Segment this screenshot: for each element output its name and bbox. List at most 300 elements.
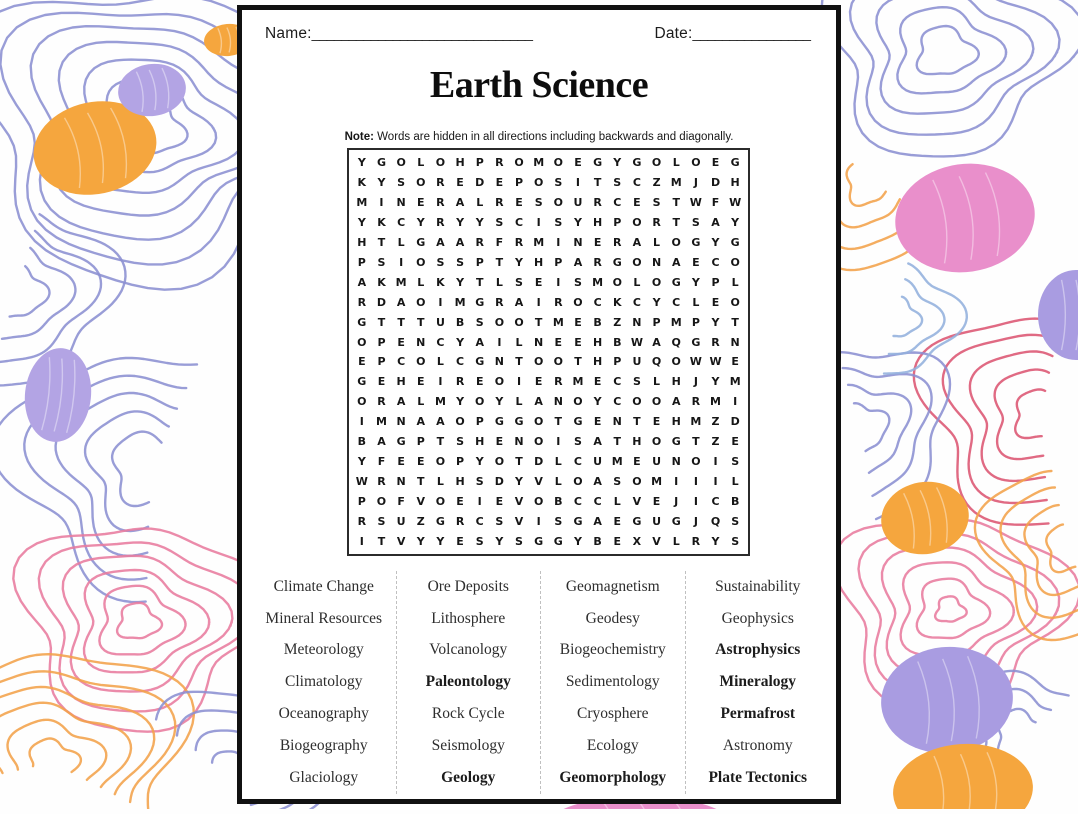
grid-letter: M xyxy=(533,156,545,170)
grid-letter: O xyxy=(533,355,544,369)
grid-letter: O xyxy=(416,255,426,269)
grid-letter: Q xyxy=(671,335,681,349)
grid-letter: O xyxy=(533,435,544,449)
grid-letter: S xyxy=(554,514,563,528)
grid-letter: S xyxy=(731,534,740,548)
grid-letter: Y xyxy=(357,216,366,230)
grid-letter: Y xyxy=(495,395,504,409)
grid-letter: H xyxy=(396,375,406,389)
grid-letter: I xyxy=(713,454,718,468)
grid-letter: S xyxy=(495,514,504,528)
word-item: Astronomy xyxy=(722,736,793,754)
grid-letter: Y xyxy=(711,236,720,250)
grid-letter: L xyxy=(417,395,425,409)
grid-letter: S xyxy=(495,216,504,230)
grid-letter: R xyxy=(691,534,701,548)
grid-letter: T xyxy=(534,315,543,329)
grid-letter: K xyxy=(613,295,622,309)
grid-letter: G xyxy=(435,514,445,528)
grid-letter: T xyxy=(613,435,622,449)
grid-letter: Q xyxy=(710,514,721,528)
grid-letter: A xyxy=(711,216,720,230)
grid-letter: L xyxy=(417,275,425,289)
grid-letter: O xyxy=(533,494,544,508)
grid-letter: P xyxy=(456,454,465,468)
grid-letter: L xyxy=(731,275,739,289)
grid-letter: A xyxy=(534,395,543,409)
grid-letter: Z xyxy=(652,176,661,190)
word-column xyxy=(686,571,831,794)
grid-letter: S xyxy=(574,275,582,289)
grid-letter: Y xyxy=(475,216,484,230)
grid-letter: Y xyxy=(436,534,445,548)
grid-letter: C xyxy=(514,216,524,230)
grid-letter: C xyxy=(672,295,681,309)
grid-letter: O xyxy=(671,236,681,250)
grid-letter: H xyxy=(632,435,642,449)
grid-letter: C xyxy=(711,255,720,269)
grid-letter: V xyxy=(514,514,524,528)
grid-letter: Y xyxy=(711,534,720,548)
grid-letter: H xyxy=(730,176,740,190)
word-item: Cryosphere xyxy=(577,705,649,723)
grid-letter: Y xyxy=(456,395,465,409)
grid-letter: O xyxy=(494,454,505,468)
grid-letter: D xyxy=(494,474,504,488)
grid-letter: E xyxy=(633,196,641,210)
grid-letter: S xyxy=(397,176,406,190)
word-item: Paleontology xyxy=(425,673,511,691)
grid-letter: I xyxy=(733,395,738,409)
word-item: Mineralogy xyxy=(719,673,797,691)
grid-letter: L xyxy=(436,355,444,369)
grid-letter: L xyxy=(731,474,739,488)
grid-letter: S xyxy=(731,514,740,528)
grid-letter: W xyxy=(689,355,702,369)
grid-letter: Y xyxy=(495,534,504,548)
grid-letter: C xyxy=(573,454,582,468)
grid-letter: S xyxy=(613,176,622,190)
grid-letter: N xyxy=(632,315,642,329)
grid-letter: Y xyxy=(475,454,484,468)
instruction-note xyxy=(242,131,836,143)
grid-letter: S xyxy=(691,216,700,230)
grid-letter: A xyxy=(593,474,602,488)
grid-letter: C xyxy=(593,494,602,508)
grid-letter: Y xyxy=(456,335,465,349)
grid-letter: O xyxy=(475,395,485,409)
grid-letter: C xyxy=(613,196,622,210)
grid-letter: E xyxy=(593,415,602,429)
grid-letter: S xyxy=(652,196,661,210)
word-item: Climate Change xyxy=(273,577,374,595)
grid-letter: A xyxy=(396,395,406,409)
grid-letter: I xyxy=(477,494,482,508)
puzzle-grid xyxy=(347,148,750,556)
grid-letter: L xyxy=(476,196,484,210)
grid-letter: M xyxy=(611,454,623,468)
grid-letter: U xyxy=(593,454,603,468)
grid-letter: U xyxy=(435,315,445,329)
grid-letter: K xyxy=(377,275,386,289)
grid-letter: S xyxy=(574,435,582,449)
grid-letter: P xyxy=(475,415,484,429)
grid-letter: C xyxy=(593,295,602,309)
grid-letter: C xyxy=(397,216,406,230)
grid-letter: O xyxy=(494,315,505,329)
date-blank-line: ________________ xyxy=(692,25,810,42)
grid-letter: W xyxy=(630,335,643,349)
grid-letter: A xyxy=(671,395,681,409)
grid-letter: F xyxy=(377,454,386,468)
grid-letter: F xyxy=(711,196,720,210)
grid-letter: Y xyxy=(456,275,465,289)
grid-letter: T xyxy=(377,534,386,548)
grid-letter: C xyxy=(711,494,720,508)
grid-letter: D xyxy=(534,454,544,468)
grid-letter: O xyxy=(691,454,701,468)
grid-letter: R xyxy=(652,216,661,230)
grid-letter: Y xyxy=(515,255,523,269)
grid-letter: G xyxy=(357,375,367,389)
grid-letter: M xyxy=(690,415,702,429)
grid-letter: I xyxy=(399,255,404,269)
grid-letter: I xyxy=(556,435,561,449)
grid-letter: I xyxy=(556,275,561,289)
grid-letter: C xyxy=(475,514,484,528)
grid-letter: T xyxy=(672,196,680,210)
word-item: Geomagnetism xyxy=(565,577,660,595)
word-item: Geophysics xyxy=(721,609,794,627)
grid-letter: E xyxy=(613,514,622,528)
grid-letter: S xyxy=(554,176,563,190)
note-text: Words are hidden in all directions including backwards and diagonally. xyxy=(373,131,734,143)
grid-letter: O xyxy=(573,474,583,488)
grid-letter: E xyxy=(613,534,622,548)
grid-letter: O xyxy=(533,415,544,429)
grid-letter: A xyxy=(455,196,465,210)
grid-letter: Y xyxy=(593,395,602,409)
grid-letter: A xyxy=(396,295,406,309)
grid-letter: B xyxy=(613,335,622,349)
grid-letter: G xyxy=(475,295,485,309)
grid-letter: C xyxy=(613,395,622,409)
grid-letter: P xyxy=(377,335,386,349)
grid-letter: E xyxy=(633,454,641,468)
grid-letter: I xyxy=(438,375,443,389)
grid-letter: H xyxy=(534,255,544,269)
grid-letter: Y xyxy=(456,216,465,230)
word-list xyxy=(252,571,830,794)
grid-letter: S xyxy=(515,534,523,548)
grid-letter: E xyxy=(417,375,425,389)
grid-letter: E xyxy=(475,375,484,389)
grid-letter: O xyxy=(435,454,446,468)
grid-letter: V xyxy=(416,494,426,508)
grid-letter: E xyxy=(417,454,425,468)
grid-letter: M xyxy=(670,176,682,190)
word-item: Astrophysics xyxy=(715,641,801,659)
grid-letter: G xyxy=(671,435,681,449)
grid-letter: E xyxy=(456,494,464,508)
grid-letter: L xyxy=(672,156,680,170)
grid-letter: G xyxy=(593,156,603,170)
grid-letter: R xyxy=(495,295,504,309)
grid-letter: L xyxy=(554,454,562,468)
grid-letter: T xyxy=(377,315,386,329)
grid-letter: Y xyxy=(652,295,661,309)
grid-letter: P xyxy=(613,216,622,230)
grid-letter: R xyxy=(711,335,720,349)
grid-letter: I xyxy=(536,216,541,230)
grid-letter: O xyxy=(553,196,563,210)
grid-letter: Y xyxy=(731,216,740,230)
grid-letter: I xyxy=(575,176,581,190)
grid-letter: E xyxy=(574,156,582,170)
grid-letter: T xyxy=(475,275,484,289)
grid-letter: F xyxy=(397,494,405,508)
grid-letter: C xyxy=(632,295,641,309)
grid-letter: T xyxy=(554,415,563,429)
grid-letter: E xyxy=(377,375,386,389)
grid-letter: M xyxy=(434,395,446,409)
grid-letter: S xyxy=(456,255,465,269)
name-blank-line: ______________________________ xyxy=(311,25,532,42)
grid-letter: N xyxy=(553,395,563,409)
date-field xyxy=(654,25,810,43)
grid-letter: C xyxy=(456,355,465,369)
word-item: Geomorphology xyxy=(559,768,667,786)
grid-letter: P xyxy=(691,315,700,329)
grid-letter: P xyxy=(357,494,366,508)
grid-letter: L xyxy=(633,275,641,289)
grid-letter: E xyxy=(574,335,582,349)
word-item: Plate Tectonics xyxy=(708,768,808,786)
grid-letter: R xyxy=(455,375,465,389)
grid-letter: A xyxy=(573,255,583,269)
grid-letter: G xyxy=(573,415,583,429)
grid-letter: E xyxy=(495,176,504,190)
grid-letter: P xyxy=(514,176,524,190)
grid-letter: P xyxy=(613,355,622,369)
grid-letter: O xyxy=(533,176,544,190)
grid-letter: E xyxy=(731,435,739,449)
grid-letter: M xyxy=(395,275,407,289)
grid-letter: O xyxy=(416,295,426,309)
grid-letter: E xyxy=(495,435,504,449)
grid-letter: L xyxy=(495,275,503,289)
grid-letter: H xyxy=(671,415,681,429)
grid-letter: V xyxy=(514,494,524,508)
grid-letter: M xyxy=(375,415,387,429)
word-item: Sedimentology xyxy=(565,673,660,691)
grid-letter: H xyxy=(671,375,681,389)
word-column xyxy=(397,571,542,794)
word-item: Lithosphere xyxy=(431,609,506,627)
grid-letter: T xyxy=(633,415,641,429)
grid-letter: H xyxy=(593,216,603,230)
grid-letter: O xyxy=(435,494,446,508)
grid-letter: G xyxy=(691,236,701,250)
grid-letter: R xyxy=(377,395,386,409)
grid-letter: Z xyxy=(416,514,425,528)
word-column xyxy=(252,571,397,794)
grid-letter: H xyxy=(593,355,603,369)
grid-letter: A xyxy=(475,335,484,349)
grid-letter: E xyxy=(515,196,523,210)
grid-letter: W xyxy=(355,474,368,488)
grid-letter: R xyxy=(554,295,563,309)
grid-letter: E xyxy=(731,355,739,369)
grid-letter: B xyxy=(357,435,367,449)
grid-letter: R xyxy=(495,156,504,170)
grid-letter: A xyxy=(632,236,642,250)
grid-letter: O xyxy=(573,395,583,409)
worksheet-card xyxy=(237,5,841,804)
grid-letter: N xyxy=(651,255,662,269)
grid-letter: E xyxy=(358,355,366,369)
grid-letter: M xyxy=(710,395,721,409)
grid-letter: T xyxy=(692,435,700,449)
grid-letter: H xyxy=(455,474,465,488)
grid-letter: O xyxy=(691,156,701,170)
grid-letter: Y xyxy=(357,454,366,468)
grid-letter: M xyxy=(670,315,682,329)
grid-letter: L xyxy=(672,534,680,548)
grid-letter: M xyxy=(651,474,663,488)
grid-letter: C xyxy=(397,355,406,369)
grid-letter: L xyxy=(613,494,621,508)
grid-letter: S xyxy=(475,315,484,329)
grid-letter: O xyxy=(416,176,426,190)
grid-letter: O xyxy=(651,395,662,409)
grid-letter: N xyxy=(494,355,504,369)
grid-letter: L xyxy=(515,395,523,409)
grid-letter: R xyxy=(554,375,563,389)
grid-letter: F xyxy=(495,236,504,250)
grid-letter: N xyxy=(416,335,426,349)
word-item: Climatology xyxy=(285,673,363,691)
grid-letter: L xyxy=(653,236,661,250)
grid-letter: H xyxy=(357,236,367,250)
grid-letter: S xyxy=(554,216,563,230)
grid-letter: V xyxy=(632,494,642,508)
grid-letter: O xyxy=(357,395,367,409)
grid-letter: B xyxy=(593,534,602,548)
page-title: Earth Science xyxy=(429,64,649,106)
grid-letter: I xyxy=(556,236,561,250)
grid-letter: T xyxy=(377,236,386,250)
word-item: Geology xyxy=(441,768,496,786)
grid-letter: G xyxy=(416,236,426,250)
word-item: Volcanology xyxy=(429,641,508,659)
grid-letter: S xyxy=(436,255,445,269)
grid-letter: C xyxy=(436,335,445,349)
grid-letter: E xyxy=(456,534,464,548)
grid-letter: A xyxy=(671,255,681,269)
grid-letter: T xyxy=(495,255,504,269)
grid-letter: G xyxy=(514,415,524,429)
grid-letter: A xyxy=(416,415,426,429)
grid-letter: U xyxy=(652,454,662,468)
grid-letter: X xyxy=(632,534,642,548)
grid-letter: G xyxy=(494,415,504,429)
grid-letter: R xyxy=(436,196,445,210)
grid-letter: E xyxy=(692,255,700,269)
grid-letter: V xyxy=(652,534,661,548)
grid-letter: Z xyxy=(711,415,720,429)
grid-letter: P xyxy=(416,435,425,449)
grid-letter: Y xyxy=(691,275,700,289)
grid-letter: R xyxy=(691,395,701,409)
grid-letter: D xyxy=(475,176,485,190)
grid-letter: S xyxy=(632,375,641,389)
grid-letter: O xyxy=(632,474,642,488)
grid-letter: G xyxy=(396,435,406,449)
grid-letter: R xyxy=(357,514,367,528)
grid-letter: E xyxy=(534,375,543,389)
grid-letter: A xyxy=(593,514,602,528)
grid-letter: O xyxy=(730,295,740,309)
grid-letter: K xyxy=(357,176,367,190)
grid-letter: G xyxy=(612,255,622,269)
grid-letter: I xyxy=(713,474,718,488)
grid-letter: E xyxy=(554,335,563,349)
grid-letter: J xyxy=(693,514,698,528)
grid-letter: Y xyxy=(357,156,366,170)
grid-letter: M xyxy=(356,196,368,210)
grid-letter: I xyxy=(693,474,698,488)
grid-letter: T xyxy=(417,474,425,488)
grid-letter: G xyxy=(475,355,485,369)
grid-letter: C xyxy=(632,176,641,190)
grid-letter: E xyxy=(495,494,504,508)
grid-letter: M xyxy=(729,375,741,389)
grid-letter: E xyxy=(397,454,405,468)
grid-letter: N xyxy=(671,454,681,468)
grid-letter: P xyxy=(711,275,720,289)
grid-letter: B xyxy=(455,315,465,329)
grid-letter: I xyxy=(536,295,541,309)
grid-letter: N xyxy=(612,415,622,429)
grid-letter: Y xyxy=(573,534,582,548)
grid-letter: T xyxy=(672,216,680,230)
grid-letter: G xyxy=(671,514,681,528)
word-item: Biogeography xyxy=(279,736,368,754)
word-item: Mineral Resources xyxy=(265,609,383,627)
grid-letter: Y xyxy=(613,156,622,170)
grid-letter: T xyxy=(417,315,425,329)
grid-letter: R xyxy=(455,514,465,528)
grid-letter: N xyxy=(573,236,583,250)
grid-letter: G xyxy=(573,514,583,528)
grid-letter: O xyxy=(455,415,465,429)
grid-letter: M xyxy=(552,315,564,329)
word-item: Biogeochemistry xyxy=(559,641,666,659)
name-label: Name: xyxy=(265,25,312,42)
grid-letter: S xyxy=(731,454,740,468)
grid-letter: R xyxy=(357,295,367,309)
grid-letter: N xyxy=(396,415,406,429)
grid-letter: O xyxy=(553,156,563,170)
grid-letter: I xyxy=(359,415,364,429)
grid-letter: E xyxy=(574,315,582,329)
grid-letter: E xyxy=(711,295,720,309)
grid-letter: E xyxy=(593,236,602,250)
grid-letter: O xyxy=(651,435,662,449)
grid-letter: A xyxy=(436,236,445,250)
grid-letter: Y xyxy=(573,216,582,230)
